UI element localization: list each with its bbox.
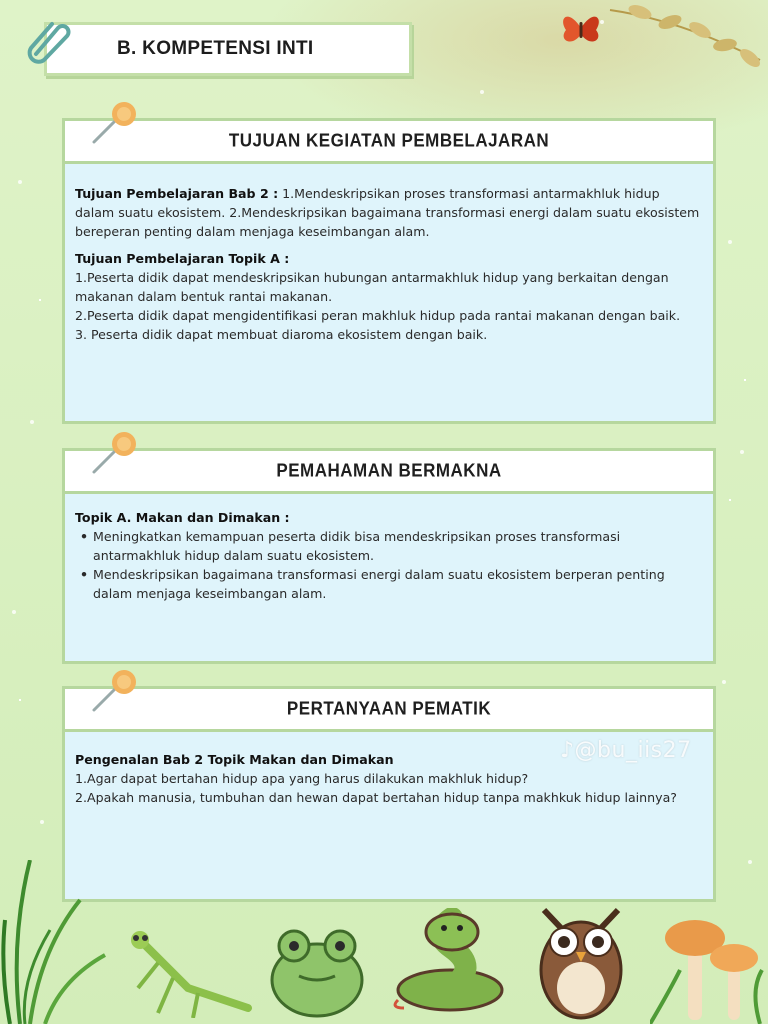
pushpin-icon bbox=[86, 666, 146, 716]
bullet-text: Meningkatkan kemampuan peserta didik bisa mendeskripsikan proses transformasi antarmakhluk hidup dalam suatu ekosistem. bbox=[93, 529, 621, 563]
snake-icon bbox=[390, 908, 506, 1016]
question-item: 2.Apakah manusia, tumbuhan dan hewan dapat bertahan hidup tanpa makhkuk hidup lainnya? bbox=[75, 790, 677, 805]
section-title: PERTANYAAN PEMATIK bbox=[286, 698, 492, 719]
panel-header bbox=[65, 121, 713, 164]
owl-icon bbox=[536, 900, 626, 1020]
bullet-text: Mendeskripsikan bagaimana transformasi energi dalam suatu ekosistem berperan penting dalam menjaga keseimbangan alam. bbox=[93, 567, 665, 601]
objective-item: 1.Peserta didik dapat mendeskripsikan hubungan antarmakhluk hidup yang berkaitan dengan makanan dalam bentuk rantai makanan. bbox=[75, 270, 669, 304]
panel-header bbox=[65, 451, 713, 494]
panel-pemahaman bbox=[62, 448, 716, 664]
list-item bbox=[75, 527, 701, 565]
panel-tujuan bbox=[62, 118, 716, 424]
grass-icon bbox=[0, 860, 110, 1024]
paperclip-icon bbox=[22, 16, 72, 66]
mantis-icon bbox=[118, 918, 258, 1018]
bab-objective bbox=[75, 184, 701, 241]
pushpin-icon bbox=[86, 98, 146, 148]
pushpin-icon bbox=[86, 428, 146, 478]
topik-label: Tujuan Pembelajaran Topik A : bbox=[75, 251, 290, 266]
bullet-icon: • bbox=[79, 567, 89, 582]
objective-item: 3. Peserta didik dapat membuat diaroma ekosistem dengan baik. bbox=[75, 327, 488, 342]
mushroom-icon bbox=[650, 900, 768, 1024]
question-item: 1.Agar dapat bertahan hidup apa yang harus dilakukan makhluk hidup? bbox=[75, 771, 529, 786]
topic-label: Topik A. Makan dan Dimakan : bbox=[75, 510, 290, 525]
header-card bbox=[44, 22, 412, 76]
bullet-icon: • bbox=[79, 529, 89, 544]
frog-icon bbox=[264, 918, 370, 1018]
bab-text: 1.Mendeskripsikan proses transformasi antarmakhluk hidup dalam suatu ekosistem. 2.Mendeskripsikan bagaimana transformasi energi dalam suatu ekosistem bereperan penting dalam menjaga keseimbangan alam. bbox=[75, 186, 700, 239]
section-title: PEMAHAMAN BERMAKNA bbox=[276, 460, 502, 481]
list-item bbox=[75, 565, 701, 603]
panel-pematik bbox=[62, 686, 716, 902]
bab-label: Tujuan Pembelajaran Bab 2 : bbox=[75, 186, 279, 201]
panel-header bbox=[65, 689, 713, 732]
objective-item: 2.Peserta didik dapat mengidentifikasi peran makhluk hidup pada rantai makanan dengan baik. bbox=[75, 308, 681, 323]
watermark bbox=[560, 738, 692, 763]
leaf-branch-icon bbox=[600, 0, 768, 80]
watermark-text: @bu_iis27 bbox=[574, 738, 692, 763]
page-title: B. KOMPETENSI INTI bbox=[117, 38, 314, 59]
section-title: TUJUAN KEGIATAN PEMBELAJARAN bbox=[228, 130, 550, 151]
tiktok-icon: ♪ bbox=[560, 738, 575, 763]
intro-label: Pengenalan Bab 2 Topik Makan dan Dimakan bbox=[75, 752, 394, 767]
butterfly-icon bbox=[558, 4, 604, 52]
